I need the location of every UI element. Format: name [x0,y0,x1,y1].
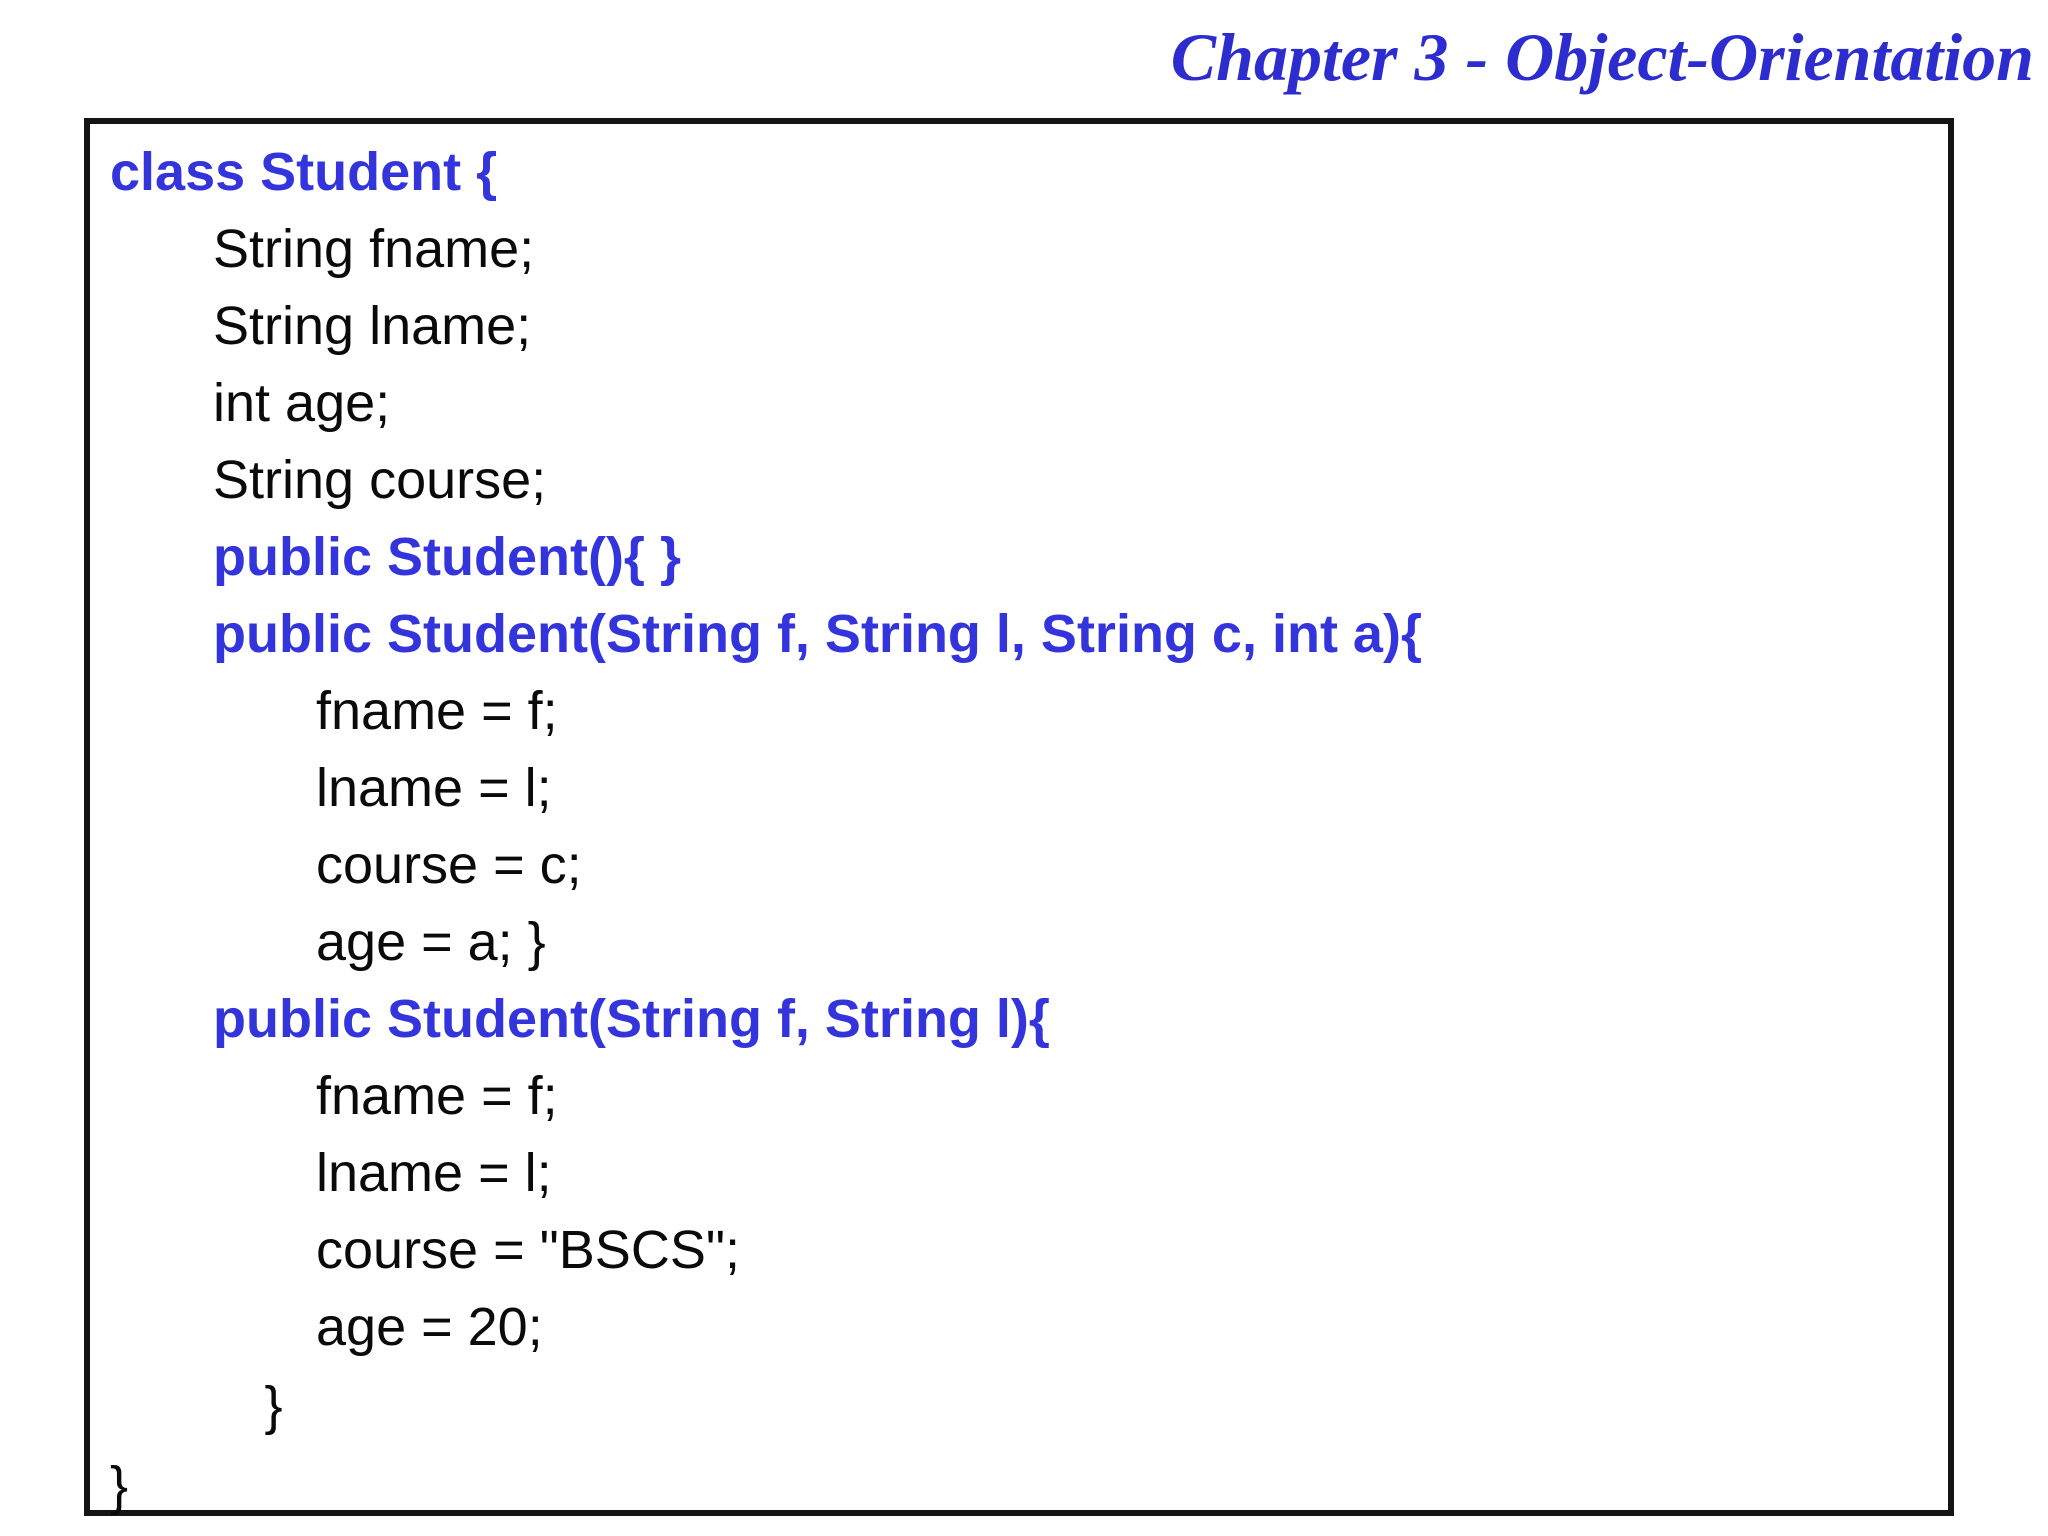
code-line-class-declaration: class Student { [110,142,498,202]
code-line-assign-fname: fname = f; [316,681,558,741]
code-line-assign-age: age = a; } [316,912,546,972]
code-line-assign-fname: fname = f; [316,1066,558,1126]
code-line-assign-course: course = c; [316,835,582,895]
code-line-field-course: String course; [213,450,547,510]
code-box [84,118,1954,1516]
code-line-assign-lname: lname = l; [316,758,552,818]
code-line-assign-age-default: age = 20; [316,1297,543,1357]
code-line-default-constructor: public Student(){ } [213,527,681,587]
code-line-constructor-close: } [264,1376,283,1436]
code-listing [90,134,1422,1526]
code-line-class-close: } [110,1456,129,1516]
code-line-field-age: int age; [213,373,391,433]
code-line-assign-lname: lname = l; [316,1143,552,1203]
code-line-assign-course-default: course = "BSCS"; [316,1220,741,1280]
code-line-field-lname: String lname; [213,296,532,356]
code-line-full-constructor: public Student(String f, String l, String c, int a){ [213,604,1422,664]
slide-title: Chapter 3 - Object-Orientation [1170,19,2034,95]
code-line-field-fname: String fname; [213,219,535,279]
code-line-short-constructor: public Student(String f, String l){ [213,989,1050,1049]
